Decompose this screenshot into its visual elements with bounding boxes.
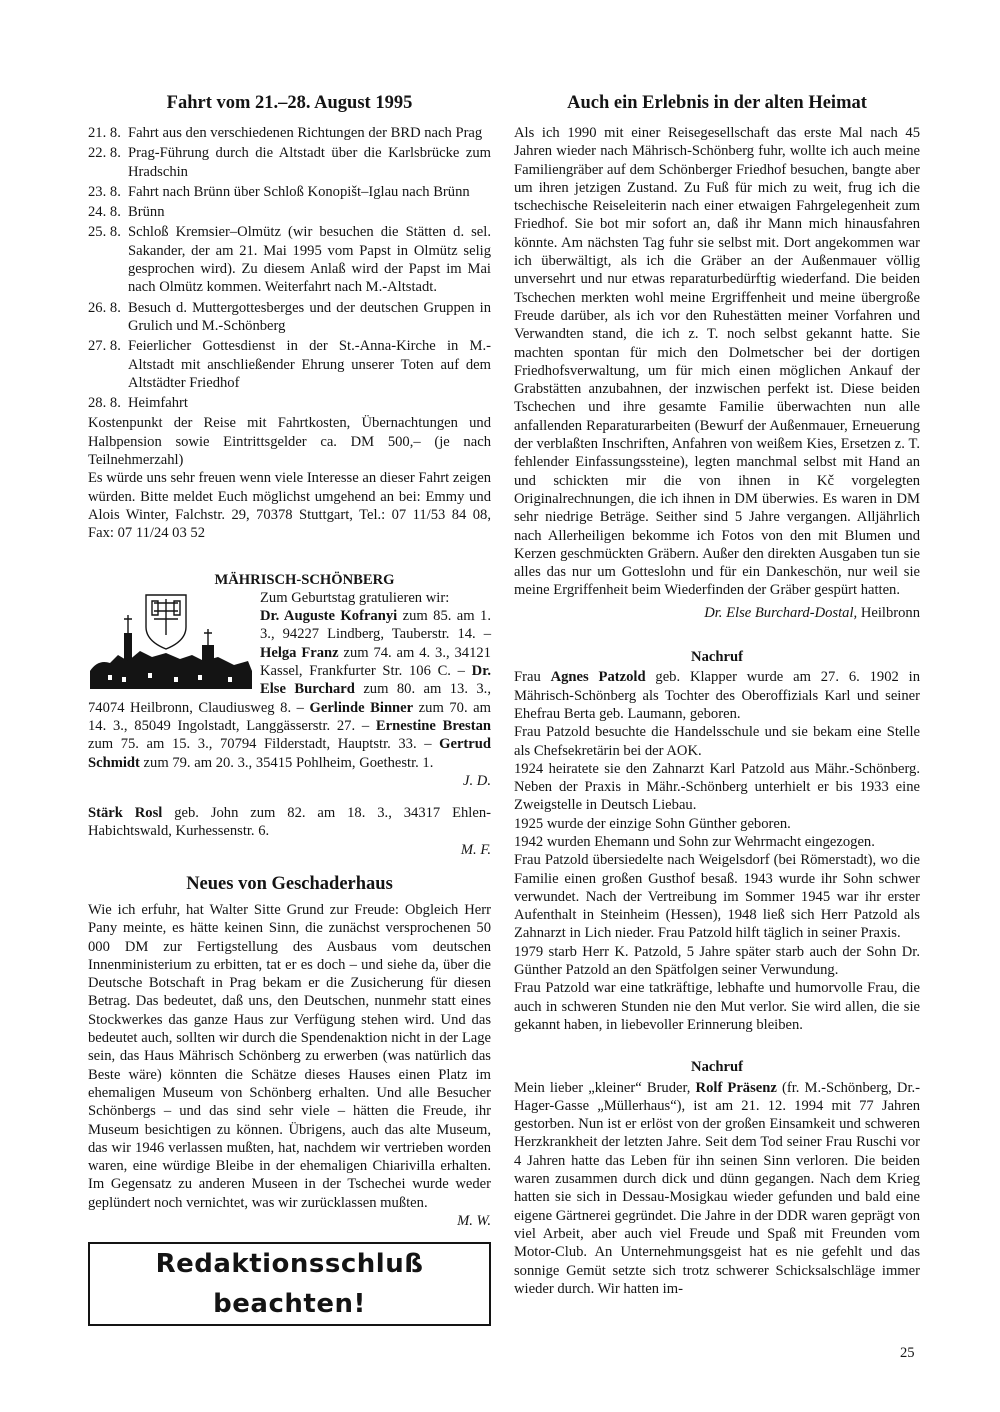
obituary1-paragraph: 1925 wurde der einzige Sohn Günther geboren. xyxy=(514,815,791,832)
museum-signature: M. W. xyxy=(457,1213,491,1230)
experience-body: Als ich 1990 mit einer Reisegesellschaft das erste Mal nach 45 Jahren wieder nach Mährisch-Schönberg fuhr, wollte ich auch meine Familiengräber auf dem Schönberger Friedhof besuchen, bangte aber um ihren jetzigen Zustand. Zu Fuß für mich zu weit, frug ich die tschechische Reiseleiterin nach einer etwaigen Fahrgelegenheit zum Friedhof. Sie bot mir sofort an, daß ihr Mann mich hinausfahren könnte. Am nächsten Tag fuhr sie selbst mit. Dort angekommen war ich überwältigt, als ich die Gräber an der Außenmauer völlig unversehrt und nur etwas reparaturbedürftig wiederfand. Die beiden Tschechen merkten wohl meine Ergriffenheit und meine übergroße Freude darüber, als ich vor den Ruhestätten meiner Vorfahren und Verwandten stand, die ich z. T. noch selbst gekannt hatte. Sie machten spontan für mich den Dolmetscher bei der dortigen Friedhofsverwaltung, um für mich einen möglichen Ankauf der Grabstätten anzubahnen, der inzwischen perfekt ist. Diese beiden Tschechen und ihre gesamte Familie überwachten nun alle anfallenden Reparaturarbeiten (Bewurf der Außenmauer, Erneuerung der verblaßten Inschriften, Anfahren von weißem Kies, Ersetzen z. T. fehlender Einfassungssteine), legten manchmal selbst mit Hand an und schickten mir die von ihnen in Kč vorgelegten Originalrechnungen, die ich ihnen in DM überwies. Es waren in DM sehr niedrige Beträge. Seither sind 5 Jahre vergangen. Alljährlich nach Allerheiligen bekomme ich Fotos von den mit Blumen und Kerzen geschmückten Gräbern. Außer den direkten Ausgaben tun sie alles das nur um Gotteslohn und für ein Dankeschön, nur weil sie meine Ergriffenheit beim Wiederfinden der Gräber gespürt hatten. xyxy=(514,125,920,599)
birthdays-text: Zum Geburtstag gratulieren wir: Dr. Auguste Kofranyi zum 85. am 1. 3., 94227 Lindberg, Tauberstr. 14. – Helga Franz zum 74. am 4. 3., 34121 Kassel, Frankfurter Str. 106 C. – Dr. Else Burchard zum 80. am 13. 3., 74074 Heilbronn, Claudiusweg 8. – Gerlinde Binner zum 70. am 14. 3., 85049 Ingolstadt, Langgässerstr. 27. – Ernestine Brestan zum 75. am 15. 3., 70794 Filderstadt, Hauptstr. 33. – Gertrud Schmidt zum 79. am 20. 3., 35415 Pohlheim, Goethestr. 1. xyxy=(88,589,491,771)
experience-signature: Dr. Else Burchard-Dostal, Heilbronn xyxy=(704,604,920,621)
obituary1-paragraph: 1924 heiratete sie den Zahnarzt Karl Patzold aus Mähr.-Schönberg. Neben der Praxis in Mähr.-Schönberg unterhielt er bis 1933 eine Zweigstelle in Deutsch Liebau. xyxy=(514,760,920,814)
list-item: 28. 8. Heimfahrt xyxy=(88,395,188,412)
museum-body: Wie ich erfuhr, hat Walter Sitte Grund zur Freude: Obgleich Herr Pany meinte, es hätte keinen Sinn, die zunächst versprochenen 50 000 DM zur Fertigstellung des Ausbaus vom deutschen Innenministerium zu erbitten, tat er es doch – und siehe da, über die Deutsche Botschaft in Prag bekam er die Zusicherung für diesen Betrag. Das bedeutet, daß uns, den Deutschen, nunmehr statt eines Stockwerkes das ganze Haus zur Verfügung stehen wird. Und das bedeutet auch, sollten wir durch die Spendenaktion nicht in der Lage sein, das Haus Mährisch Schönberg zu erwerben (was natürlich das Beste wäre) könnten die Schätze dieses Hauses einen Platz im ehemaligen Museum von Schönberg erhalten. Und alle Besucher Schönbergs – und das sind sehr viele – hätten die Freude, ihr Museum besichtigen zu können. Übrigens, auch das alte Museum, das wir 1946 verlassen mußten, hat, nachdem wir vertrieben worden waren, eine würdige Bleibe in der ehemaligen Chiarivilla erhalten. Im Gegensatz zu anderen Museen in der Tschechei wurde weder geplündert noch vernichtet, was wir zurücklassen mußten. xyxy=(88,901,491,1211)
experience-title: Auch ein Erlebnis in der alten Heimat xyxy=(567,93,867,113)
obituary1-paragraph: Frau Patzold war eine tatkräftige, lebhafte und humorvolle Frau, die auch in schweren Stunden nie den Mut verlor. Sie wird allen, die sie gekannt haben, in liebevoller Erinnerung bleiben. xyxy=(514,980,920,1033)
museum-title: Neues von Geschaderhaus xyxy=(186,873,393,894)
person-name: Dr. Else Burchard xyxy=(260,663,491,698)
obituary1-intro: Frau Agnes Patzold geb. Klapper wurde am 27. 6. 1902 in Mährisch-Schönberg als Tochter des Oberoffizials Karl und seiner Ehefrau Berta geb. Laumann, geboren. xyxy=(514,669,920,722)
page-number: 25 xyxy=(900,1345,915,1361)
person-name: Dr. Auguste Kofranyi xyxy=(260,608,398,625)
obituary1-paragraph: Frau Patzold übersiedelte nach Weigelsdorf (bei Römerstadt), wo die Familie einen großen Gusthof besaß. 1943 wurde ihr Sohn schwer verwundet. Nach der Vertreibung im Sommer 1945 war ihr erster Aufenthalt in Steinheim (Hessen), 1948 ließ sich Herr Patzold als Zahnarzt in Lich nieder. Frau Patzold hilft täglich in seiner Praxis. xyxy=(514,852,920,942)
list-item: 22. 8. Prag-Führung durch die Altstadt über die Karlsbrücke zum Hradschin xyxy=(88,145,491,180)
person-name: Rolf Präsenz xyxy=(695,1079,777,1096)
list-item: 21. 8. Fahrt aus den verschiedenen Richtungen der BRD nach Prag xyxy=(88,125,483,141)
birthday-extra-signature: M. F. xyxy=(460,841,491,858)
person-name: Gerlinde Binner xyxy=(309,699,414,716)
obituary1-paragraph: 1942 wurden Ehemann und Sohn zur Wehrmacht eingezogen. xyxy=(514,833,875,850)
list-item: 26. 8. Besuch d. Muttergottesberges und der deutschen Gruppen in Grulich und M.-Schönberg xyxy=(88,299,491,334)
person-name: Ernestine Brestan xyxy=(375,717,491,734)
obituary1-paragraph: 1979 starb Herr K. Patzold, 5 Jahre später starb auch der Sohn Dr. Günther Patzold an den Spätfolgen seiner Verwundung. xyxy=(514,943,920,979)
trip-cost: Kostenpunkt der Reise mit Fahrtkosten, Übernachtungen und Halbpension sowie Eintrittsgelder ca. DM 500,– (je nach Teilnehmerzahl) xyxy=(88,415,491,469)
list-item: 27. 8. Feierlicher Gottesdienst in der St.-Anna-Kirche in M.-Altstadt mit anschließender Ehrung unserer Toten auf dem Altstädter Friedhof xyxy=(88,338,491,391)
person-name: Helga Franz xyxy=(260,644,339,661)
left-column xyxy=(88,92,491,1326)
trip-itinerary xyxy=(88,124,491,412)
person-name: Agnes Patzold xyxy=(550,669,646,686)
birthday-extra: Stärk Rosl geb. John zum 82. am 18. 3., 34317 Ehlen-Habichtswald, Kurhessenstr. 6. xyxy=(88,805,491,840)
list-item: 25. 8. Schloß Kremsier–Olmütz (wir besuchen die Stätten d. sel. Sakander, der am 21. Mai 1995 vom Papst in Olmütz selig gesprochen wird). Zu diesem Anlaß wird der Papst im Mai nach Olmütz kommen. Weiterfahrt nach M.-Altstadt. xyxy=(88,224,491,296)
list-item: 24. 8. Brünn xyxy=(88,204,165,221)
birthdays-block xyxy=(88,589,491,790)
person-name: Gertrud Schmidt xyxy=(88,736,491,771)
birthdays-signature: J. D. xyxy=(463,772,491,789)
birthdays-heading: MÄHRISCH-SCHÖNBERG xyxy=(214,571,395,588)
right-column xyxy=(514,92,920,1298)
obituary2-body: Mein lieber „kleiner“ Bruder, Rolf Präsenz (fr. M.-Schönberg, Dr.-Hager-Gasse „Müllerhaus“), ist am 21. 12. 1994 mit 77 Jahren gestorben. Nun ist er erlöst von der großen Einsamkeit und schweren Herzkrankheit der letzten Jahre. Seit dem Tod seiner Frau Ruschi vor 4 Jahren hatte das Leben für ihn seinen Sinn verloren. Die beiden waren zusammen durch dick und dünn gegangen. Nach dem Krieg hatten sie sich in Dessau-Mosigkau wieder gefunden und bald eine eigene Gärtnerei gegründet. Die Jahre in der DDR waren geprägt von viel Arbeit, aber auch viel Freude und Spaß mit Freunden vom Motor-Club. An Unternehmungsgeist hat es nie gefehlt und das sonnige Gemüt setzte sich trotz schwerer Schicksalschläge immer wieder durch. Wir hatten im- xyxy=(514,1079,921,1297)
trip-title: Fahrt vom 21.–28. August 1995 xyxy=(166,93,413,113)
obituary1-title: Nachruf xyxy=(691,649,743,666)
obituary2-title: Nachruf xyxy=(691,1059,743,1076)
list-item: 23. 8. Fahrt nach Brünn über Schloß Konopišt–Iglau nach Brünn xyxy=(88,183,470,200)
trip-contact: Es würde uns sehr freuen wenn viele Interesse an dieser Fahrt zeigen würden. Bitte meldet Euch möglichst umgehend an bei: Emmy und Alois Winter, Falchstr. 29, 70378 Stuttgart, Tel.: 07 11/53 84 08, Fax: 07 11/24 03 52 xyxy=(88,470,491,542)
obituary1-paragraph: Frau Patzold besuchte die Handelsschule und sie bekam eine Stelle als Chefsekretärin bei der AOK. xyxy=(514,724,920,759)
person-name: Stärk Rosl xyxy=(88,805,163,822)
town-emblem-illustration xyxy=(88,589,254,689)
deadline-banner: Redaktionsschluß beachten! xyxy=(88,1242,491,1326)
